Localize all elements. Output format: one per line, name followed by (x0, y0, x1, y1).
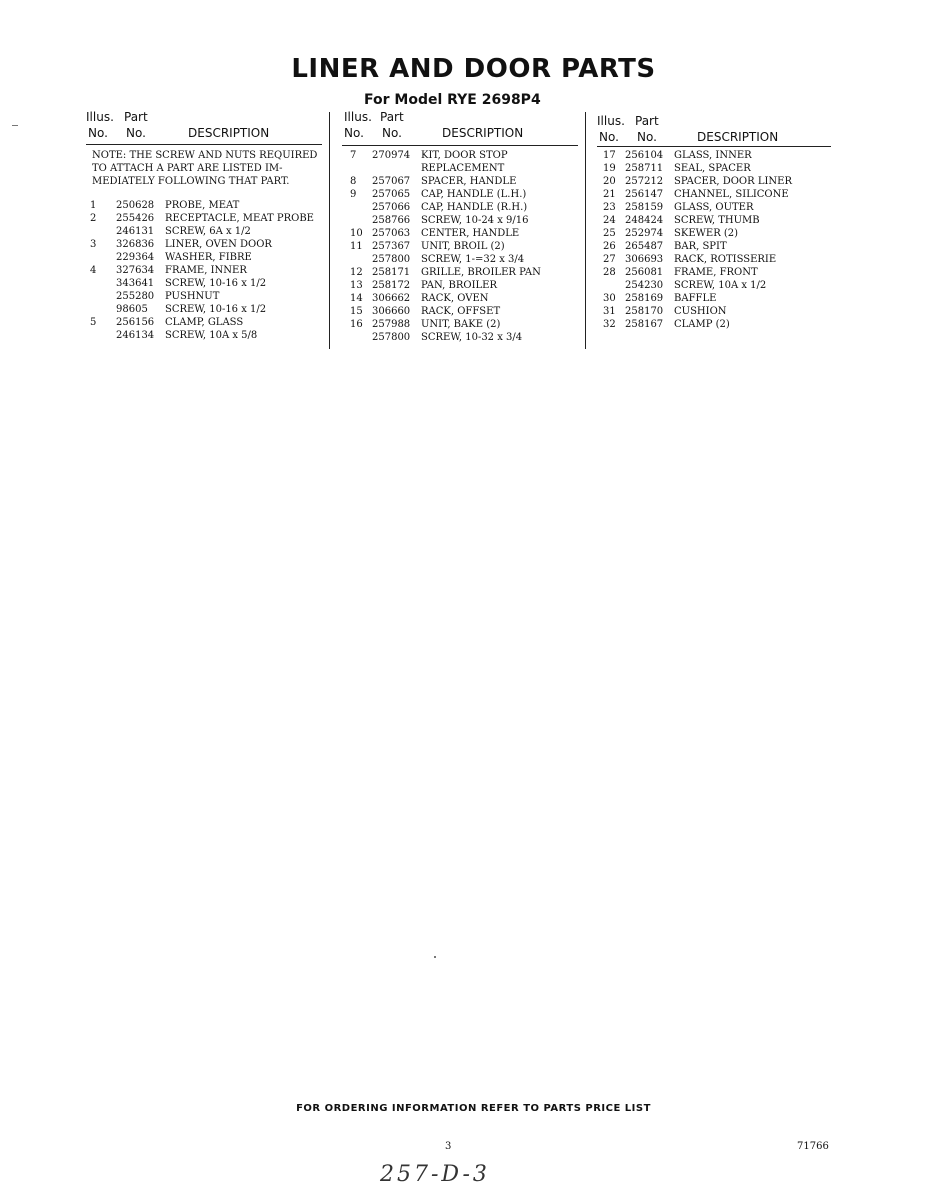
part-description: CENTER, HANDLE (421, 228, 520, 239)
header-rule (86, 144, 322, 145)
part-row (597, 318, 831, 331)
illus-number: 32 (603, 319, 616, 330)
column-divider (329, 112, 330, 349)
illus-number: 19 (603, 163, 616, 174)
part-row (344, 331, 578, 344)
part-number: 256104 (625, 150, 664, 161)
illus-number: 28 (603, 267, 616, 278)
note-line: NOTE: THE SCREW AND NUTS REQUIRED (92, 150, 318, 161)
part-description: SCREW, 10-16 x 1/2 (165, 278, 267, 289)
column-header (86, 110, 322, 144)
part-description: LINER, OVEN DOOR (165, 239, 272, 250)
part-description: FRAME, FRONT (674, 267, 758, 278)
part-description: CHANNEL, SILICONE (674, 189, 789, 200)
part-description: CLAMP (2) (674, 319, 730, 330)
part-row (597, 201, 831, 214)
part-description: CUSHION (674, 306, 727, 317)
handwritten-note: 257-D-3 (380, 1162, 490, 1187)
column-header (597, 114, 831, 148)
part-row (344, 175, 578, 188)
part-description: BAR, SPIT (674, 241, 727, 252)
part-description: GLASS, OUTER (674, 202, 754, 213)
part-number: 255426 (116, 213, 155, 224)
part-number: 256147 (625, 189, 664, 200)
illus-number: 5 (90, 317, 97, 328)
illus-number: 26 (603, 241, 616, 252)
part-description: SCREW, THUMB (674, 215, 760, 226)
margin-mark (12, 125, 18, 126)
part-description: RECEPTACLE, MEAT PROBE (165, 213, 314, 224)
part-row (344, 266, 578, 279)
illus-no-header: No. (344, 126, 364, 140)
part-row (597, 175, 831, 188)
part-description: SCREW, 10A x 5/8 (165, 330, 258, 341)
ordering-info-footer: FOR ORDERING INFORMATION REFER TO PARTS PRICE LIST (296, 1103, 651, 1114)
part-row (597, 279, 831, 292)
part-description: BAFFLE (674, 293, 717, 304)
part-row (597, 253, 831, 266)
part-number: 229364 (116, 252, 155, 263)
part-number: 326836 (116, 239, 155, 250)
part-row (344, 162, 578, 175)
part-number: 265487 (625, 241, 664, 252)
header-rule (597, 146, 831, 147)
illus-number: 3 (90, 239, 97, 250)
illus-number: 17 (603, 150, 616, 161)
illus-number: 16 (350, 319, 363, 330)
part-description: PUSHNUT (165, 291, 220, 302)
part-number: 257800 (372, 254, 411, 265)
part-row (597, 305, 831, 318)
part-description: CAP, HANDLE (R.H.) (421, 202, 528, 213)
part-description: GLASS, INNER (674, 150, 752, 161)
illus-header: Illus. (344, 110, 372, 124)
part-number: 257988 (372, 319, 411, 330)
part-description: PROBE, MEAT (165, 200, 240, 211)
parts-list (597, 149, 831, 331)
illus-number: 30 (603, 293, 616, 304)
part-number: 257066 (372, 202, 411, 213)
illus-header: Illus. (597, 114, 625, 128)
part-description: SCREW, 10-32 x 3/4 (421, 332, 523, 343)
document-number: 71766 (797, 1141, 829, 1152)
part-description: UNIT, BROIL (2) (421, 241, 505, 252)
header-rule (342, 145, 578, 146)
part-row (86, 316, 322, 329)
part-row (344, 188, 578, 201)
part-row (597, 188, 831, 201)
part-number: 257800 (372, 332, 411, 343)
column-divider (585, 112, 586, 349)
illus-number: 7 (350, 150, 357, 161)
part-description: GRILLE, BROILER PAN (421, 267, 541, 278)
illus-number: 14 (350, 293, 363, 304)
part-row (597, 162, 831, 175)
part-row (86, 251, 322, 264)
part-number: 258171 (372, 267, 411, 278)
part-number: 254230 (625, 280, 664, 291)
parts-list (86, 199, 322, 342)
part-row (86, 225, 322, 238)
note-line: TO ATTACH A PART ARE LISTED IM- (92, 163, 283, 174)
illus-number: 2 (90, 213, 97, 224)
page-number: 3 (445, 1141, 452, 1152)
part-description: WASHER, FIBRE (165, 252, 252, 263)
part-number: 255280 (116, 291, 155, 302)
part-number: 306662 (372, 293, 411, 304)
part-description: SCREW, 10-16 x 1/2 (165, 304, 267, 315)
illus-number: 27 (603, 254, 616, 265)
part-number: 257063 (372, 228, 411, 239)
part-description: SCREW, 10-24 x 9/16 (421, 215, 529, 226)
part-number: 246134 (116, 330, 155, 341)
part-number: 257367 (372, 241, 411, 252)
illus-number: 13 (350, 280, 363, 291)
part-header: Part (635, 114, 659, 128)
part-description: SPACER, HANDLE (421, 176, 517, 187)
illus-number: 9 (350, 189, 357, 200)
part-row (86, 303, 322, 316)
part-number: 306693 (625, 254, 664, 265)
note-line: MEDIATELY FOLLOWING THAT PART. (92, 176, 290, 187)
part-description: RACK, OVEN (421, 293, 489, 304)
part-row (344, 279, 578, 292)
part-row (344, 214, 578, 227)
part-no-header: No. (382, 126, 402, 140)
part-description: UNIT, BAKE (2) (421, 319, 501, 330)
illus-no-header: No. (88, 126, 108, 140)
part-number: 258167 (625, 319, 664, 330)
part-row (86, 199, 322, 212)
part-row (86, 329, 322, 342)
part-number: 258172 (372, 280, 411, 291)
note-block (92, 149, 317, 188)
part-number: 270974 (372, 150, 411, 161)
illus-number: 31 (603, 306, 616, 317)
description-header: DESCRIPTION (188, 126, 270, 140)
part-number: 246131 (116, 226, 155, 237)
part-header: Part (124, 110, 148, 124)
part-number: 250628 (116, 200, 155, 211)
part-description: CLAMP, GLASS (165, 317, 244, 328)
part-row (344, 292, 578, 305)
part-row (86, 277, 322, 290)
part-number: 256081 (625, 267, 664, 278)
part-no-header: No. (126, 126, 146, 140)
illus-number: 10 (350, 228, 363, 239)
part-number: 252974 (625, 228, 664, 239)
illus-number: 25 (603, 228, 616, 239)
part-number: 256156 (116, 317, 155, 328)
illus-number: 4 (90, 265, 97, 276)
part-row (597, 227, 831, 240)
part-row (86, 264, 322, 277)
illus-number: 23 (603, 202, 616, 213)
part-description: SCREW, 10A x 1/2 (674, 280, 767, 291)
part-description: SCREW, 1-=32 x 3/4 (421, 254, 525, 265)
part-row (597, 292, 831, 305)
illus-number: 8 (350, 176, 357, 187)
illus-number: 20 (603, 176, 616, 187)
part-description: SEAL, SPACER (674, 163, 751, 174)
part-description: KIT, DOOR STOP (421, 150, 508, 161)
part-row (86, 290, 322, 303)
description-header: DESCRIPTION (697, 130, 779, 144)
description-header: DESCRIPTION (442, 126, 524, 140)
column-header (344, 110, 578, 144)
part-number: 258169 (625, 293, 664, 304)
illus-number: 11 (350, 241, 363, 252)
part-number: 257067 (372, 176, 411, 187)
illus-number: 21 (603, 189, 616, 200)
part-description: RACK, ROTISSERIE (674, 254, 777, 265)
illus-no-header: No. (599, 130, 619, 144)
part-row (597, 214, 831, 227)
part-description: RACK, OFFSET (421, 306, 501, 317)
part-row (344, 253, 578, 266)
part-row (86, 238, 322, 251)
part-number: 248424 (625, 215, 664, 226)
illus-number: 12 (350, 267, 363, 278)
part-row (344, 149, 578, 162)
illus-number: 24 (603, 215, 616, 226)
part-row (86, 212, 322, 225)
part-description: CAP, HANDLE (L.H.) (421, 189, 527, 200)
parts-column-1 (86, 110, 322, 341)
part-row (344, 201, 578, 214)
part-row (344, 240, 578, 253)
part-header: Part (380, 110, 404, 124)
part-row (344, 318, 578, 331)
part-row (597, 240, 831, 253)
part-description: SCREW, 6A x 1/2 (165, 226, 251, 237)
illus-number: 15 (350, 306, 363, 317)
part-description: FRAME, INNER (165, 265, 247, 276)
part-description: SPACER, DOOR LINER (674, 176, 793, 187)
scan-speck (434, 956, 436, 958)
part-description: REPLACEMENT (421, 163, 505, 174)
parts-column-3 (597, 110, 831, 330)
model-subtitle: For Model RYE 2698P4 (364, 92, 541, 108)
part-number: 306660 (372, 306, 411, 317)
part-number: 258159 (625, 202, 664, 213)
illus-header: Illus. (86, 110, 114, 124)
page-title: LINER AND DOOR PARTS (291, 54, 656, 84)
part-number: 327634 (116, 265, 155, 276)
part-number: 258170 (625, 306, 664, 317)
part-number: 343641 (116, 278, 155, 289)
part-number: 258766 (372, 215, 411, 226)
part-description: PAN, BROILER (421, 280, 497, 291)
parts-list (344, 149, 578, 344)
part-description: SKEWER (2) (674, 228, 739, 239)
illus-number: 1 (90, 200, 97, 211)
part-row (597, 266, 831, 279)
part-number: 257212 (625, 176, 664, 187)
part-row (344, 227, 578, 240)
part-number: 98605 (116, 304, 148, 315)
part-row (344, 305, 578, 318)
parts-column-2 (344, 110, 578, 343)
part-no-header: No. (637, 130, 657, 144)
part-number: 257065 (372, 189, 411, 200)
part-row (597, 149, 831, 162)
part-number: 258711 (625, 163, 664, 174)
